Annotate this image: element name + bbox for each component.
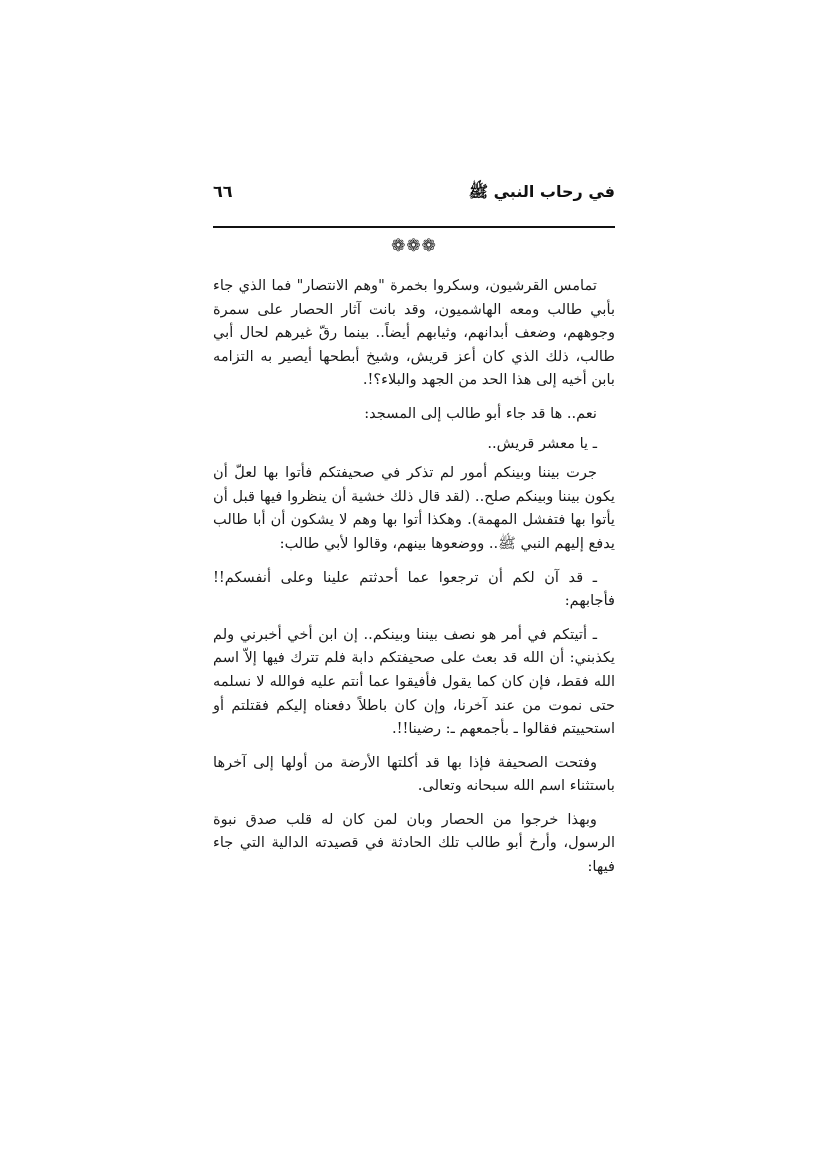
paragraph: جرت بيننا وبينكم أمور لم تذكر في صحيفتكم فأتوا بها لعلّ أن يكون بيننا وبينكم صلح.. (لقد قال ذلك خشية أن ينظروا فيها قبل أن يأتوا بها فتفشل المهمة). وهكذا أتوا بها وهم لا يشكون أن أبا طالب يدفع إليهم النبي ﷺ.. ووضعوها بينهم، وقالوا لأبي طالب: [213,464,615,552]
paragraph: وبهذا خرجوا من الحصار وبان لمن كان له قلب صدق نبوة الرسول، وأرخ أبو طالب تلك الحادثة في قصيدته الدالية التي جاء فيها: [213,810,615,876]
running-header [213,178,615,214]
dialogue-line: ـ أتيتكم في أمر هو نصف بيننا وبينكم.. إن ابن أخي أخبرني ولم يكذبني: أن الله قد بعث على صحيفتكم دابة فلم تترك فيها إلاّ اسم الله فقط، فإن كان كما يقول فأفيقوا عما أنتم عليه فوالله لا نسلمه حتى نموت من عند آخرنا، وإن كان باطلاً دفعناه إليكم فقتلتم أو استحييتم فقالوا ـ بأجمعهم ـ: رضينا!!. [213,625,615,738]
paragraph: تمامس القرشيون، وسكروا بخمرة "وهم الانتصار" فما الذي جاء بأبي طالب ومعه الهاشميون، وقد بانت آثار الحصار على سمرة وجوههم، وضعف أبدانهم، وثيابهم أيضاً.. بينما رقّ غيرهم لحال أبي طالب، ذلك الذي كان أعز قريش، وشيخ أبطحها أيصير به التزامه بابن أخيه إلى هذا الحد من الجهد والبلاء؟!. [213,277,615,389]
paragraph: نعم.. ها قد جاء أبو طالب إلى المسجد: [364,404,597,422]
book-title: في رحاب النبي ﷺ [468,182,615,201]
header-divider [213,226,615,228]
paragraph: وفتحت الصحيفة فإذا بها قد أكلتها الأرضة من أولها إلى آخرها باستثناء اسم الله سبحانه وتعالى. [213,753,615,795]
dialogue-line: ـ يا معشر قريش.. [487,434,597,452]
section-ornament: ❁❁❁ [391,236,437,256]
dialogue-line: ـ قد آن لكم أن ترجعوا عما أحدثتم علينا وعلى أنفسكم!! فأجابهم: [213,568,615,610]
page-number: ٦٦ [213,182,233,201]
body-text [213,274,615,889]
